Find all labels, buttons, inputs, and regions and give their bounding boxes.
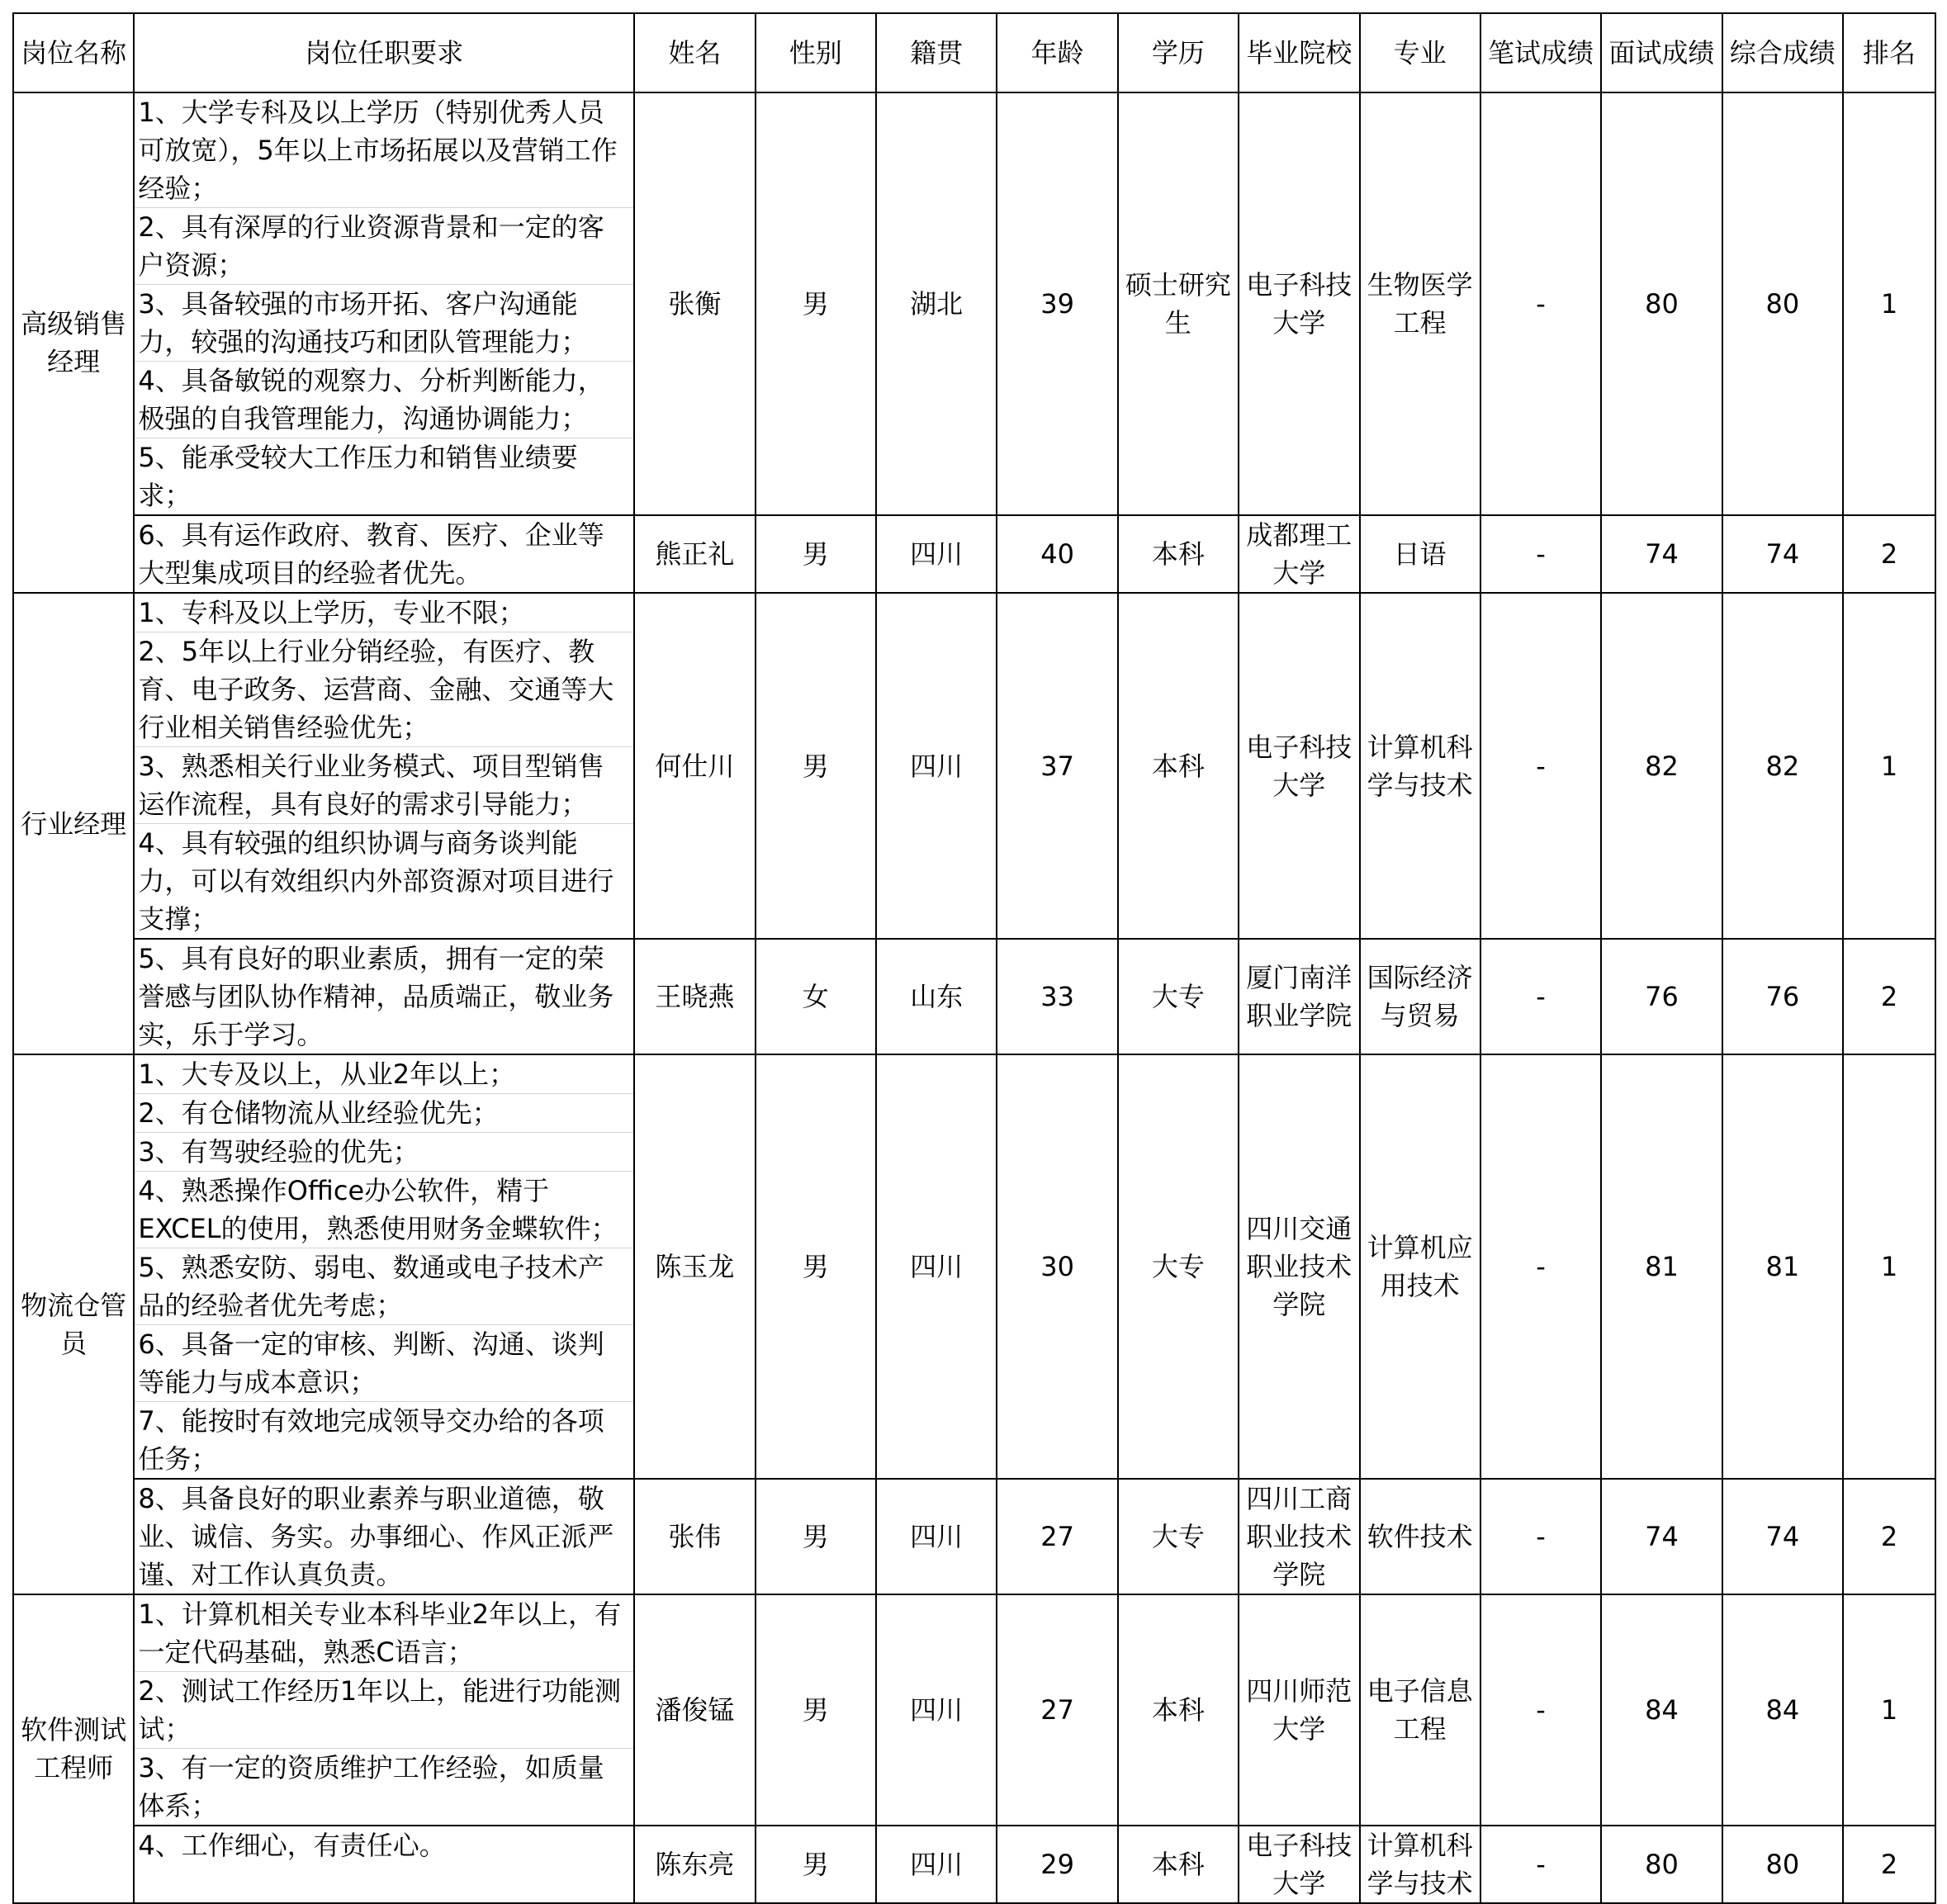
total-score: 74 [1722,1479,1843,1594]
table-row [13,92,1935,515]
total-score: 80 [1722,1826,1843,1903]
candidate-education: 大专 [1118,939,1239,1054]
candidate-age: 27 [997,1479,1117,1594]
candidate-name: 潘俊锰 [634,1594,755,1826]
results-table [12,12,1936,1904]
requirement-item: 4、工作细心，有责任心。 [138,1830,446,1861]
candidate-origin: 四川 [876,593,997,939]
rank: 2 [1843,515,1935,593]
requirement-item: 6、具备一定的审核、判断、沟通、谈判等能力与成本意识； [135,1325,633,1402]
header-interview-score: 面试成绩 [1601,13,1722,92]
rank: 2 [1843,1479,1935,1594]
written-score: - [1480,1594,1601,1826]
candidate-age: 39 [997,92,1117,515]
table-row [13,939,1935,1054]
candidate-age: 33 [997,939,1117,1054]
candidate-major: 计算机科学与技术 [1360,1826,1480,1903]
interview-score: 74 [1601,1479,1722,1594]
position-requirements [134,515,634,593]
position-requirements [134,939,634,1054]
requirement-item: 3、具备较强的市场开拓、客户沟通能力，较强的沟通技巧和团队管理能力； [135,285,633,362]
written-score: - [1480,939,1601,1054]
total-score: 84 [1722,1594,1843,1826]
requirement-item: 1、计算机相关专业本科毕业2年以上，有一定代码基础，熟悉C语言； [135,1595,633,1672]
candidate-school: 厦门南洋职业学院 [1239,939,1359,1054]
candidate-major: 计算机应用技术 [1360,1054,1480,1479]
table-row [13,1479,1935,1594]
table-row [13,1594,1935,1826]
table-row [13,1826,1935,1903]
header-name: 姓名 [634,13,755,92]
requirement-item: 1、专科及以上学历，专业不限； [135,594,633,632]
candidate-school: 电子科技大学 [1239,593,1359,939]
candidate-name: 张衡 [634,92,755,515]
candidate-major: 日语 [1360,515,1480,593]
candidate-school: 成都理工大学 [1239,515,1359,593]
candidate-origin: 四川 [876,1594,997,1826]
requirement-item: 3、熟悉相关行业业务模式、项目型销售运作流程，具有良好的需求引导能力； [135,747,633,824]
table-row [13,1054,1935,1479]
position-requirements [134,1594,634,1826]
header-major: 专业 [1360,13,1480,92]
candidate-age: 30 [997,1054,1117,1479]
rank: 1 [1843,92,1935,515]
candidate-age: 37 [997,593,1117,939]
position-requirements [134,92,634,515]
total-score: 74 [1722,515,1843,593]
header-age: 年龄 [997,13,1117,92]
candidate-age: 40 [997,515,1117,593]
header-gender: 性别 [756,13,876,92]
candidate-school: 电子科技大学 [1239,92,1359,515]
position-title: 高级销售经理 [13,92,134,593]
interview-score: 81 [1601,1054,1722,1479]
interview-score: 80 [1601,92,1722,515]
written-score: - [1480,1479,1601,1594]
candidate-gender: 男 [756,515,876,593]
candidate-major: 计算机科学与技术 [1360,593,1480,939]
requirement-item: 1、大学专科及以上学历（特别优秀人员可放宽），5年以上市场拓展以及营销工作经验； [135,93,633,208]
total-score: 76 [1722,939,1843,1054]
position-requirements [134,1826,634,1903]
candidate-name: 张伟 [634,1479,755,1594]
candidate-name: 陈东亮 [634,1826,755,1903]
candidate-age: 29 [997,1826,1117,1903]
rank: 1 [1843,1594,1935,1826]
requirement-item: 5、能承受较大工作压力和销售业绩要求； [138,442,578,511]
candidate-gender: 男 [756,1054,876,1479]
rank: 2 [1843,939,1935,1054]
candidate-origin: 湖北 [876,92,997,515]
candidate-education: 本科 [1118,1594,1239,1826]
candidate-gender: 男 [756,92,876,515]
interview-score: 76 [1601,939,1722,1054]
requirement-item: 8、具备良好的职业素养与职业道德，敬业、诚信、务实。办事细心、作风正派严谨、对工作认真负责。 [138,1483,614,1590]
written-score: - [1480,1054,1601,1479]
candidate-major: 生物医学工程 [1360,92,1480,515]
candidate-name: 王晓燕 [634,939,755,1054]
candidate-school: 四川交通职业技术学院 [1239,1054,1359,1479]
position-requirements [134,1054,634,1479]
interview-score: 82 [1601,593,1722,939]
requirement-item: 2、具有深厚的行业资源背景和一定的客户资源； [135,208,633,285]
requirement-item: 2、5年以上行业分销经验，有医疗、教育、电子政务、运营商、金融、交通等大行业相关销售经验优先； [135,632,633,747]
requirement-item: 4、具备敏锐的观察力、分析判断能力，极强的自我管理能力，沟通协调能力； [135,362,633,438]
candidate-name: 何仕川 [634,593,755,939]
candidate-origin: 山东 [876,939,997,1054]
requirement-item: 6、具有运作政府、教育、医疗、企业等大型集成项目的经验者优先。 [138,519,604,589]
candidate-origin: 四川 [876,515,997,593]
written-score: - [1480,1826,1601,1903]
candidate-school: 电子科技大学 [1239,1826,1359,1903]
header-row [13,13,1935,92]
header-written-score: 笔试成绩 [1480,13,1601,92]
candidate-major: 国际经济与贸易 [1360,939,1480,1054]
written-score: - [1480,515,1601,593]
candidate-name: 陈玉龙 [634,1054,755,1479]
position-requirements [134,1479,634,1594]
candidate-origin: 四川 [876,1054,997,1479]
header-rank: 排名 [1843,13,1935,92]
rank: 1 [1843,593,1935,939]
candidate-origin: 四川 [876,1826,997,1903]
recruitment-results-sheet [12,12,1936,1899]
candidate-age: 27 [997,1594,1117,1826]
candidate-gender: 男 [756,1826,876,1903]
candidate-school: 四川工商职业技术学院 [1239,1479,1359,1594]
table-row [13,593,1935,939]
total-score: 81 [1722,1054,1843,1479]
requirement-item: 3、有一定的资质维护工作经验，如质量体系； [138,1752,604,1821]
interview-score: 74 [1601,515,1722,593]
requirement-item: 2、测试工作经历1年以上，能进行功能测试； [135,1672,633,1749]
position-title: 行业经理 [13,593,134,1054]
header-school: 毕业院校 [1239,13,1359,92]
requirement-item: 7、能按时有效地完成领导交办给的各项任务； [138,1405,604,1475]
candidate-gender: 女 [756,939,876,1054]
total-score: 80 [1722,92,1843,515]
requirement-item: 5、熟悉安防、弱电、数通或电子技术产品的经验者优先考虑； [135,1248,633,1325]
interview-score: 80 [1601,1826,1722,1903]
requirement-item: 2、有仓储物流从业经验优先； [135,1094,633,1133]
requirement-item: 4、具有较强的组织协调与商务谈判能力，可以有效组织内外部资源对项目进行支撑； [138,827,614,935]
position-title: 软件测试工程师 [13,1594,134,1903]
rank: 1 [1843,1054,1935,1479]
candidate-education: 大专 [1118,1479,1239,1594]
requirement-item: 4、熟悉操作Office办公软件，精于EXCEL的使用，熟悉使用财务金蝶软件； [135,1172,633,1248]
candidate-education: 大专 [1118,1054,1239,1479]
candidate-gender: 男 [756,1479,876,1594]
candidate-education: 本科 [1118,593,1239,939]
candidate-education: 本科 [1118,1826,1239,1903]
written-score: - [1480,92,1601,515]
candidate-school: 四川师范大学 [1239,1594,1359,1826]
total-score: 82 [1722,593,1843,939]
candidate-gender: 男 [756,1594,876,1826]
candidate-major: 软件技术 [1360,1479,1480,1594]
candidate-origin: 四川 [876,1479,997,1594]
candidate-major: 电子信息工程 [1360,1594,1480,1826]
interview-score: 84 [1601,1594,1722,1826]
requirement-item: 5、具有良好的职业素质，拥有一定的荣誉感与团队协作精神，品质端正，敬业务实，乐于学习。 [138,943,614,1050]
header-education: 学历 [1118,13,1239,92]
requirement-item: 1、大专及以上，从业2年以上； [135,1055,633,1094]
table-body [13,13,1935,1903]
rank: 2 [1843,1826,1935,1903]
table-row [13,515,1935,593]
header-total-score: 综合成绩 [1722,13,1843,92]
position-title: 物流仓管员 [13,1054,134,1594]
header-requirements: 岗位任职要求 [134,13,634,92]
candidate-gender: 男 [756,593,876,939]
position-requirements [134,593,634,939]
header-position: 岗位名称 [13,13,134,92]
candidate-education: 硕士研究生 [1118,92,1239,515]
candidate-name: 熊正礼 [634,515,755,593]
written-score: - [1480,593,1601,939]
header-origin: 籍贯 [876,13,997,92]
requirement-item: 3、有驾驶经验的优先； [135,1133,633,1172]
candidate-education: 本科 [1118,515,1239,593]
